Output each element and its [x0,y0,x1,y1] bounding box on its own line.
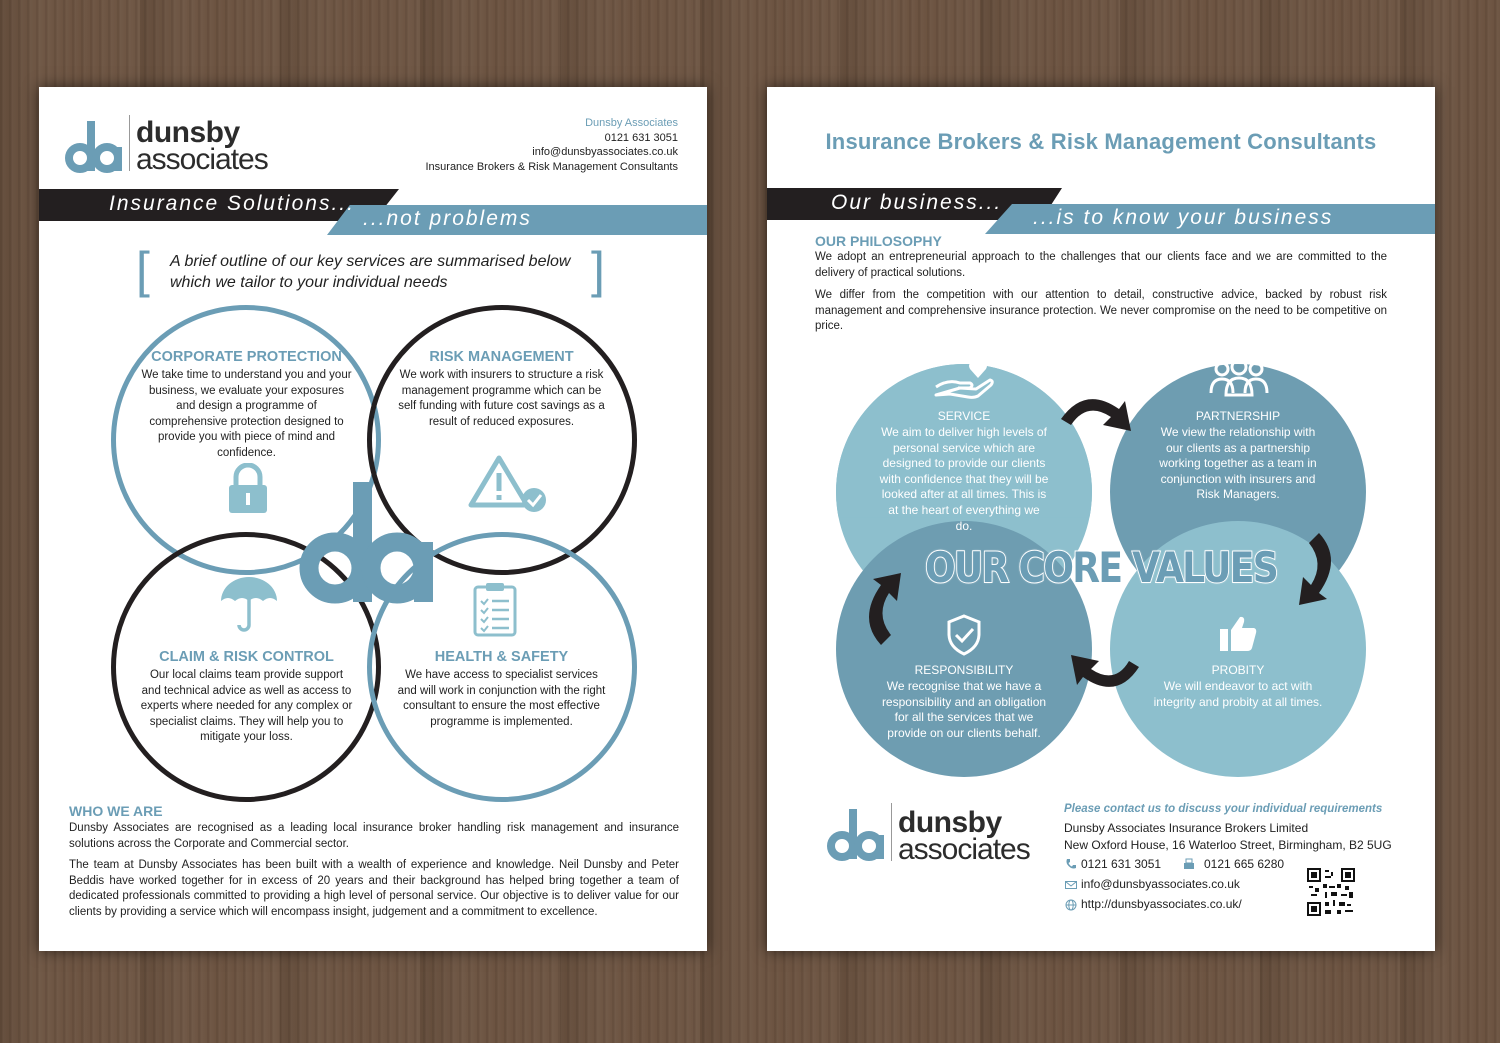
philosophy-paragraph-2: We differ from the competition with our attention to detail, constructive advice, backed by robust risk management and comprehensive insurance protection. We never compromise on the need to be competitive on price. [815,289,1387,332]
value-body-probity: We will endeavor to act with integrity and probity at all times. [1153,679,1323,709]
logo-line2: associates [898,833,1030,866]
slogan-banner [767,188,1435,234]
page-heading: Insurance Brokers & Risk Management Consultants [825,129,1377,154]
contact-phone: 0121 631 3051 [1081,857,1162,871]
company-tagline: Insurance Brokers & Risk Management Consultants [425,160,678,173]
contact-email[interactable]: info@dunsbyassociates.co.uk [1081,877,1240,891]
value-title-partnership: PARTNERSHIP [1195,409,1281,423]
value-title-responsibility: RESPONSIBILITY [914,663,1014,677]
right-bracket: ] [591,242,605,298]
qr-code-icon [1307,868,1355,916]
philosophy-paragraph-1: We adopt an entrepreneurial approach to the challenges that our clients face and we are committed to the delivery of practical solutions. [815,251,1387,279]
company-address: New Oxford House, 16 Waterloo Street, Birmingham, B2 5UG [1064,838,1392,852]
logo-line1: dunsby [898,806,1002,839]
who-we-are-paragraph-2: The team at Dunsby Associates has been built with a wealth of experience and knowledge. Neil Dunsby and Peter Beddis have worked together for in excess of 20 years and their background has helped bring together a team of dedicated professionals committed to providing a high level of personal service. Our objective is to deliver value for our clients by providing a service which will encompass insight, judgement and a commitment to excellence. [69,859,679,918]
contact-fax: 0121 665 6280 [1204,857,1285,871]
padlock-icon [227,463,269,515]
email-icon [1065,879,1077,891]
brochure-page-front [39,87,707,951]
who-we-are-paragraph-1: Dunsby Associates are recognised as a leading local insurance broker handling risk management and insurance solutions across the Corporate and Commercial sector. [69,822,679,850]
value-body-responsibility: We recognise that we have a responsibility and an obligation for all the services that we provide on our clients behalf. [881,679,1047,740]
service-body-corporate: We take time to understand you and your business, we evaluate your exposures and design a programme of comprehensive protection designed to provide you with piece of mind and confidence. [141,369,352,459]
da-logo-icon [827,809,885,861]
value-body-service: We aim to deliver high levels of personal service which are designed to provide our clients with confidence that they will be looked after at all times. This is at the heart of everything we do. [879,425,1049,533]
service-title-health: HEALTH & SAFETY [434,649,569,665]
da-logo-icon [65,121,123,173]
value-title-service: SERVICE [937,409,991,423]
service-body-claims: Our local claims team provide support and technical advice as well as access to experts where needed for any complex or specialist claims. They will help you to mitigate your loss. [140,669,353,743]
company-legal-name: Dunsby Associates Insurance Brokers Limited [1064,821,1309,835]
intro-line1: A brief outline of our key services are summarised below [170,253,571,270]
brochure-page-back [767,87,1435,951]
service-body-health: We have access to specialist services and will work in conjunction with the right consultant to ensure the most effective programme is implemented. [397,669,606,728]
logo-line1: dunsby [136,116,240,149]
service-title-corporate: CORPORATE PROTECTION [151,349,342,365]
intro-text [170,251,640,293]
email-address: info@dunsbyassociates.co.uk [532,146,678,158]
warning-check-icon [467,455,549,515]
service-title-claims: CLAIM & RISK CONTROL [159,649,334,665]
center-da-logo-icon [297,482,437,607]
left-bracket: [ [136,242,150,298]
value-body-partnership: We view the relationship with our clients as a partnership working together as a team in conjunction with insurers and Risk Managers. [1159,425,1317,502]
slogan-banner [39,189,707,235]
banner-right-text: ...not problems [363,207,532,230]
logo-wordmark [136,116,268,176]
intro-line2: which we tailor to your individual needs [170,274,448,291]
globe-icon [1065,899,1077,911]
core-values-title: OUR CORE VALUES [924,543,1278,592]
service-body-risk: We work with insurers to structure a risk management programme which can be self funding with future cost savings as a result of reduced exposures. [398,369,605,428]
company-name: Dunsby Associates [585,117,678,129]
banner-left-text: Insurance Solutions... [109,192,355,215]
phone-number: 0121 631 3051 [604,131,678,144]
clipboard-checklist-icon [472,581,518,637]
who-we-are-title: WHO WE ARE [69,803,163,819]
service-title-risk: RISK MANAGEMENT [429,349,574,365]
philosophy-title: OUR PHILOSOPHY [815,233,942,249]
contact-prompt: Please contact us to discuss your individual requirements [1064,803,1383,815]
banner-left-text: Our business... [831,191,1003,214]
value-title-probity: PROBITY [1211,663,1265,677]
header-contact [425,116,678,174]
logo-divider [129,115,130,171]
logo-line2: associates [136,143,268,176]
phone-icon [1065,858,1077,870]
contact-website[interactable]: http://dunsbyassociates.co.uk/ [1081,897,1242,911]
logo-divider [891,803,892,861]
banner-right-text: ...is to know your business [1033,206,1334,229]
fax-icon [1183,858,1195,870]
logo-wordmark [898,806,1030,866]
umbrella-icon [219,575,279,635]
